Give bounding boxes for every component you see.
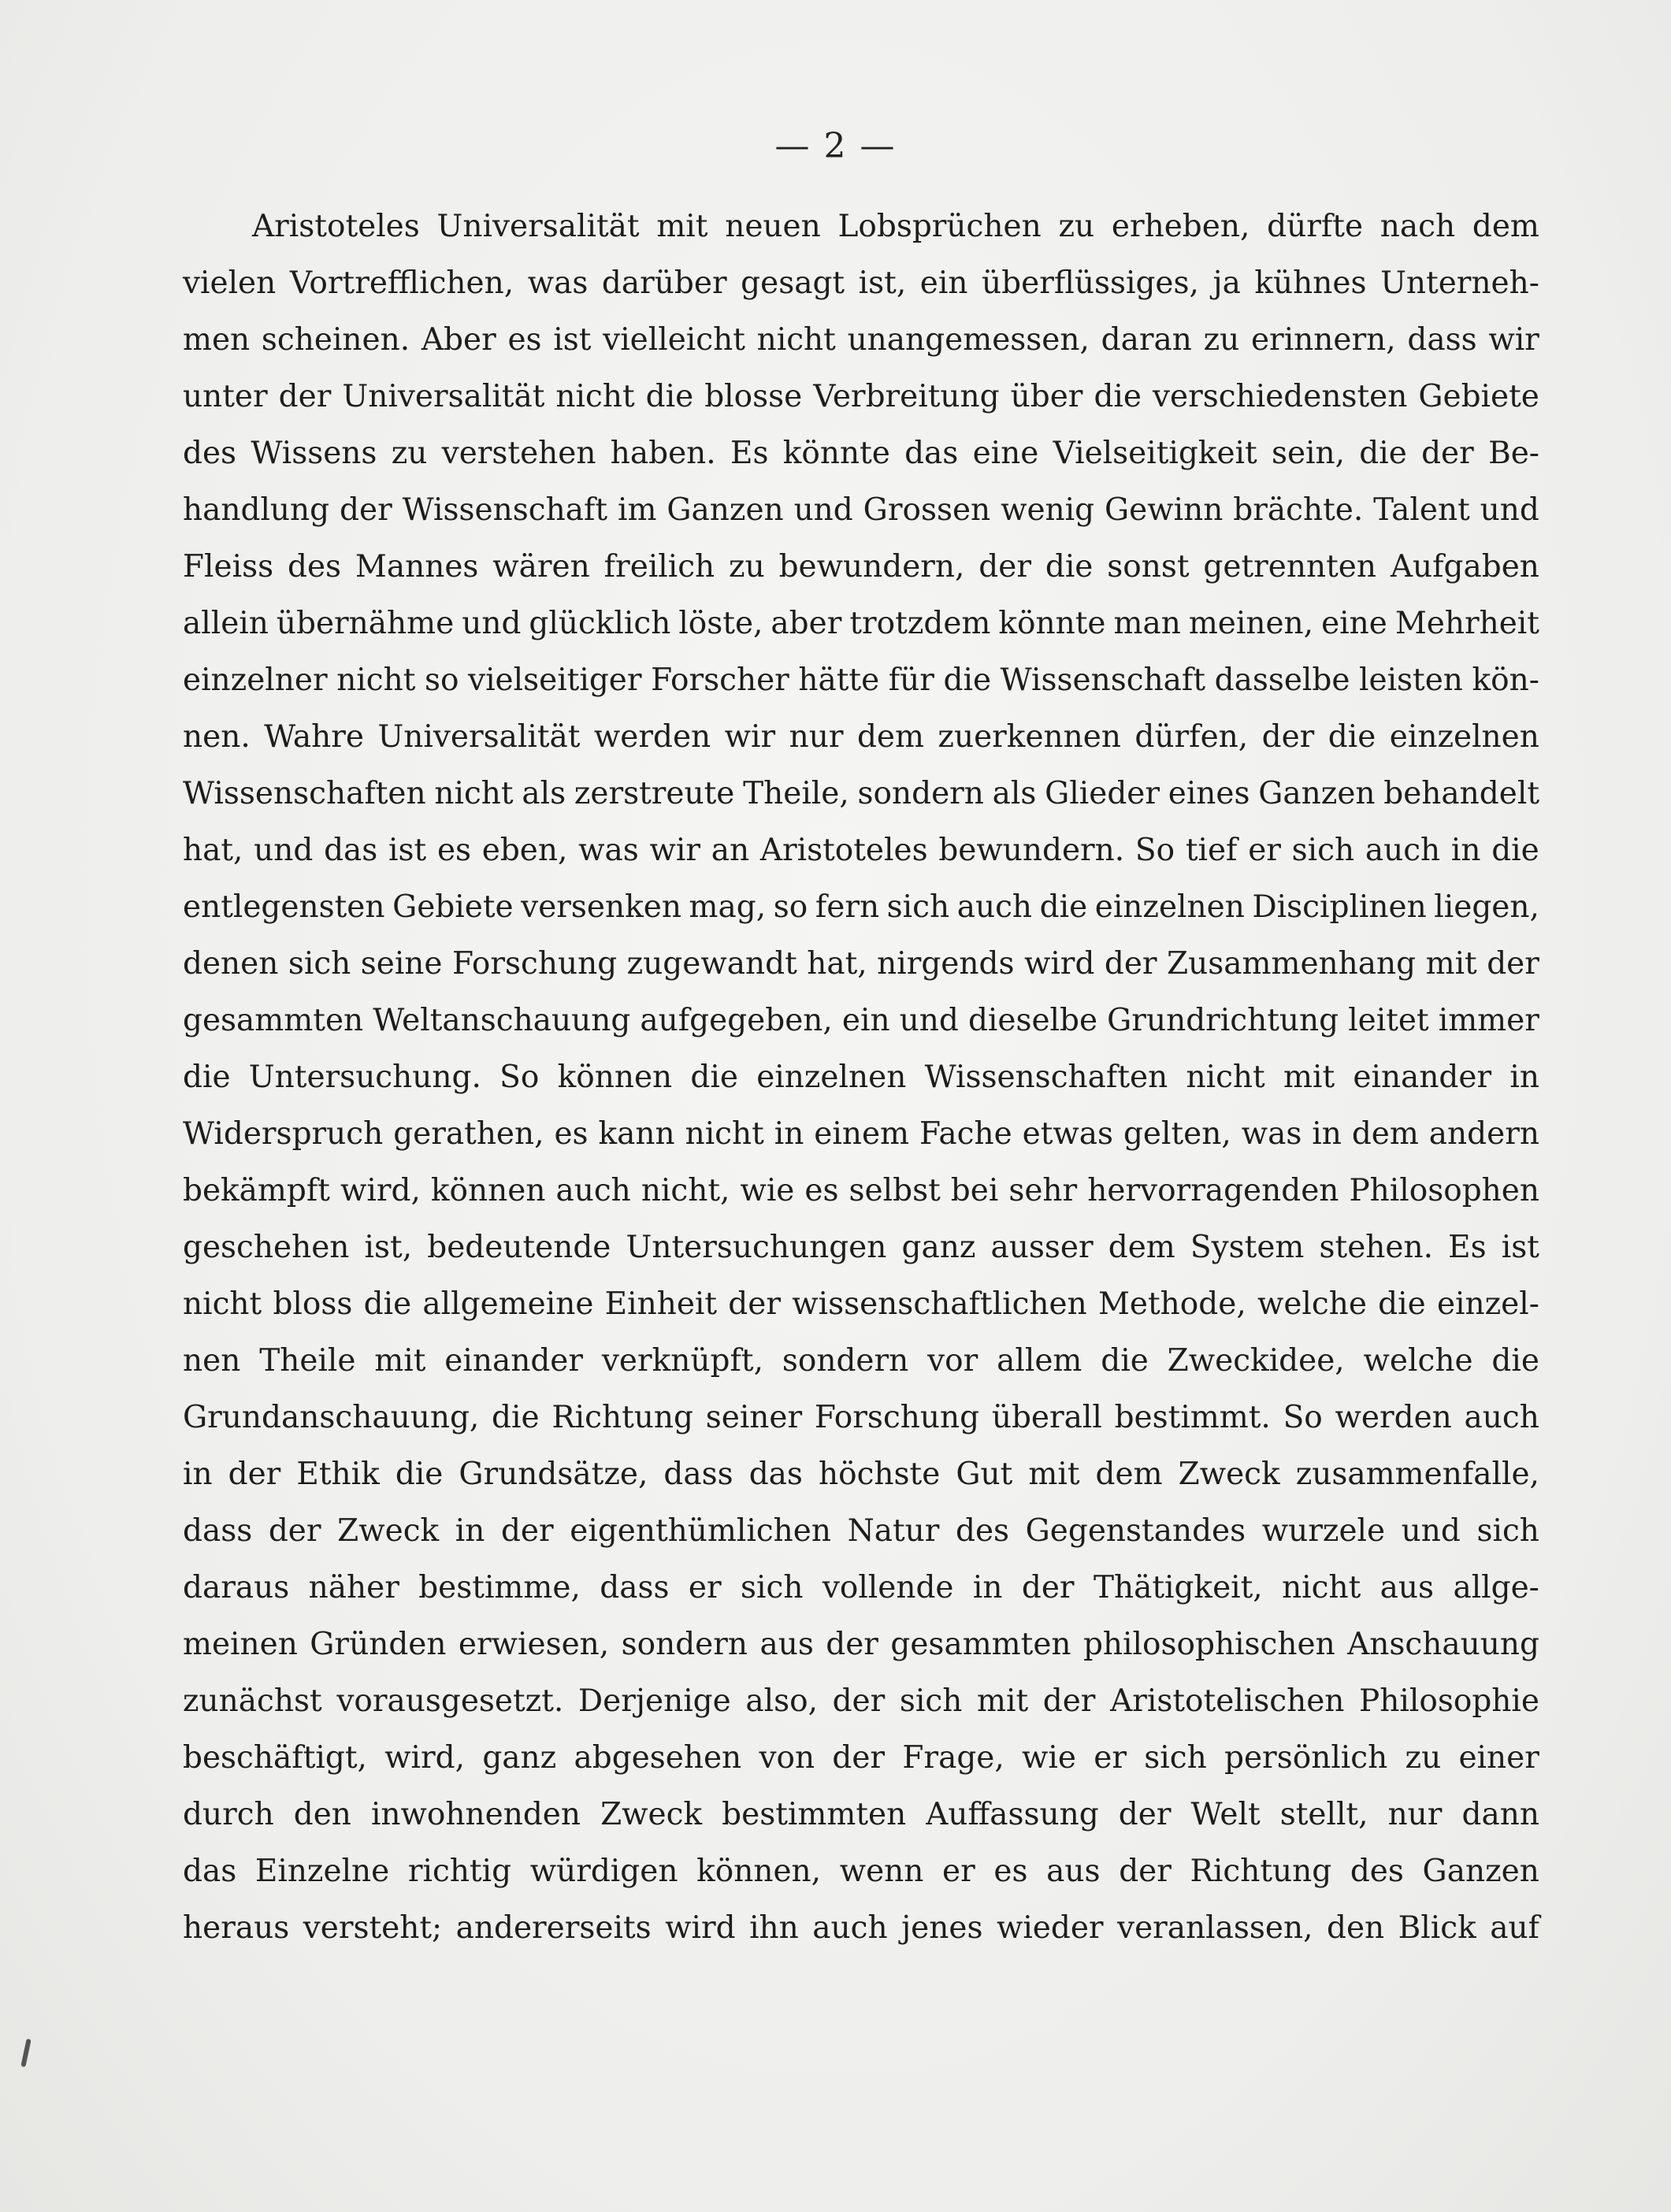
text-line: nen. Wahre Universalität werden wir nur dem zuerkennen dürfen, der die einzelnen xyxy=(183,719,1539,755)
text-line: das Einzelne richtig würdigen können, wenn er es aus der Richtung des Ganzen xyxy=(183,1854,1539,1889)
text-line: heraus versteht; andererseits wird ihn auch jenes wieder veranlassen, den Blick auf xyxy=(183,1910,1539,1946)
body-text xyxy=(183,199,1539,1957)
text-line: nicht bloss die allgemeine Einheit der wissenschaftlichen Methode, welche die einzel- xyxy=(183,1286,1539,1322)
text-line: dass der Zweck in der eigenthümlichen Natur des Gegenstandes wurzele und sich xyxy=(183,1513,1539,1549)
text-line: Wissenschaften nicht als zerstreute Theile, sondern als Glieder eines Ganzen behandelt xyxy=(183,776,1539,811)
text-line: Widerspruch gerathen, es kann nicht in einem Fache etwas gelten, was in dem andern xyxy=(183,1116,1539,1152)
text-line: unter der Universalität nicht die blosse Verbreitung über die verschiedensten Gebiete xyxy=(183,379,1539,414)
text-line: die Untersuchung. So können die einzelnen Wissenschaften nicht mit einander in xyxy=(183,1060,1539,1095)
text-line: daraus näher bestimme, dass er sich vollende in der Thätigkeit, nicht aus allge- xyxy=(183,1570,1539,1605)
text-line: vielen Vortrefflichen, was darüber gesagt ist, ein überflüssiges, ja kühnes Unterneh- xyxy=(183,265,1539,301)
text-line: gesammten Weltanschauung aufgegeben, ein und dieselbe Grundrichtung leitet immer xyxy=(183,1003,1539,1038)
text-line: bekämpft wird, können auch nicht, wie es selbst bei sehr hervorragenden Philosophen xyxy=(183,1173,1539,1208)
text-line: Fleiss des Mannes wären freilich zu bewundern, der die sonst getrennten Aufgaben xyxy=(183,549,1539,585)
text-line: handlung der Wissenschaft im Ganzen und Grossen wenig Gewinn brächte. Talent und xyxy=(183,492,1539,528)
text-line: men scheinen. Aber es ist vielleicht nicht unangemessen, daran zu erinnern, dass wir xyxy=(183,322,1539,358)
text-line: Aristoteles Universalität mit neuen Lobsprüchen zu erheben, dürfte nach dem xyxy=(252,209,1539,244)
text-line: geschehen ist, bedeutende Untersuchungen ganz ausser dem System stehen. Es ist xyxy=(183,1230,1539,1265)
text-line: allein übernähme und glücklich löste, aber trotzdem könnte man meinen, eine Mehrheit xyxy=(183,606,1539,641)
text-line: des Wissens zu verstehen haben. Es könnte das eine Vielseitigkeit sein, die der Be- xyxy=(183,436,1539,471)
text-line: zunächst vorausgesetzt. Derjenige also, der sich mit der Aristotelischen Philosophie xyxy=(183,1683,1539,1719)
text-line: in der Ethik die Grundsätze, dass das höchste Gut mit dem Zweck zusammenfalle, xyxy=(183,1457,1539,1492)
text-line: einzelner nicht so vielseitiger Forscher hätte für die Wissenschaft dasselbe leisten kön- xyxy=(183,662,1539,698)
text-line: entlegensten Gebiete versenken mag, so fern sich auch die einzelnen Disciplinen liegen, xyxy=(183,889,1539,925)
text-line: denen sich seine Forschung zugewandt hat, nirgends wird der Zusammenhang mit der xyxy=(183,946,1539,982)
text-line: Grundanschauung, die Richtung seiner Forschung überall bestimmt. So werden auch xyxy=(183,1400,1539,1435)
text-line: durch den inwohnenden Zweck bestimmten Auffassung der Welt stellt, nur dann xyxy=(183,1797,1539,1832)
margin-ink-mark xyxy=(20,2039,31,2067)
text-line: hat, und das ist es eben, was wir an Aristoteles bewundern. So tief er sich auch in die xyxy=(183,833,1539,868)
text-line: nen Theile mit einander verknüpft, sondern vor allem die Zweckidee, welche die xyxy=(183,1343,1539,1379)
text-line: beschäftigt, wird, ganz abgesehen von der Frage, wie er sich persönlich zu einer xyxy=(183,1740,1539,1776)
text-line: meinen Gründen erwiesen, sondern aus der gesammten philosophischen Anschauung xyxy=(183,1627,1539,1662)
page-number: — 2 — xyxy=(774,126,897,166)
